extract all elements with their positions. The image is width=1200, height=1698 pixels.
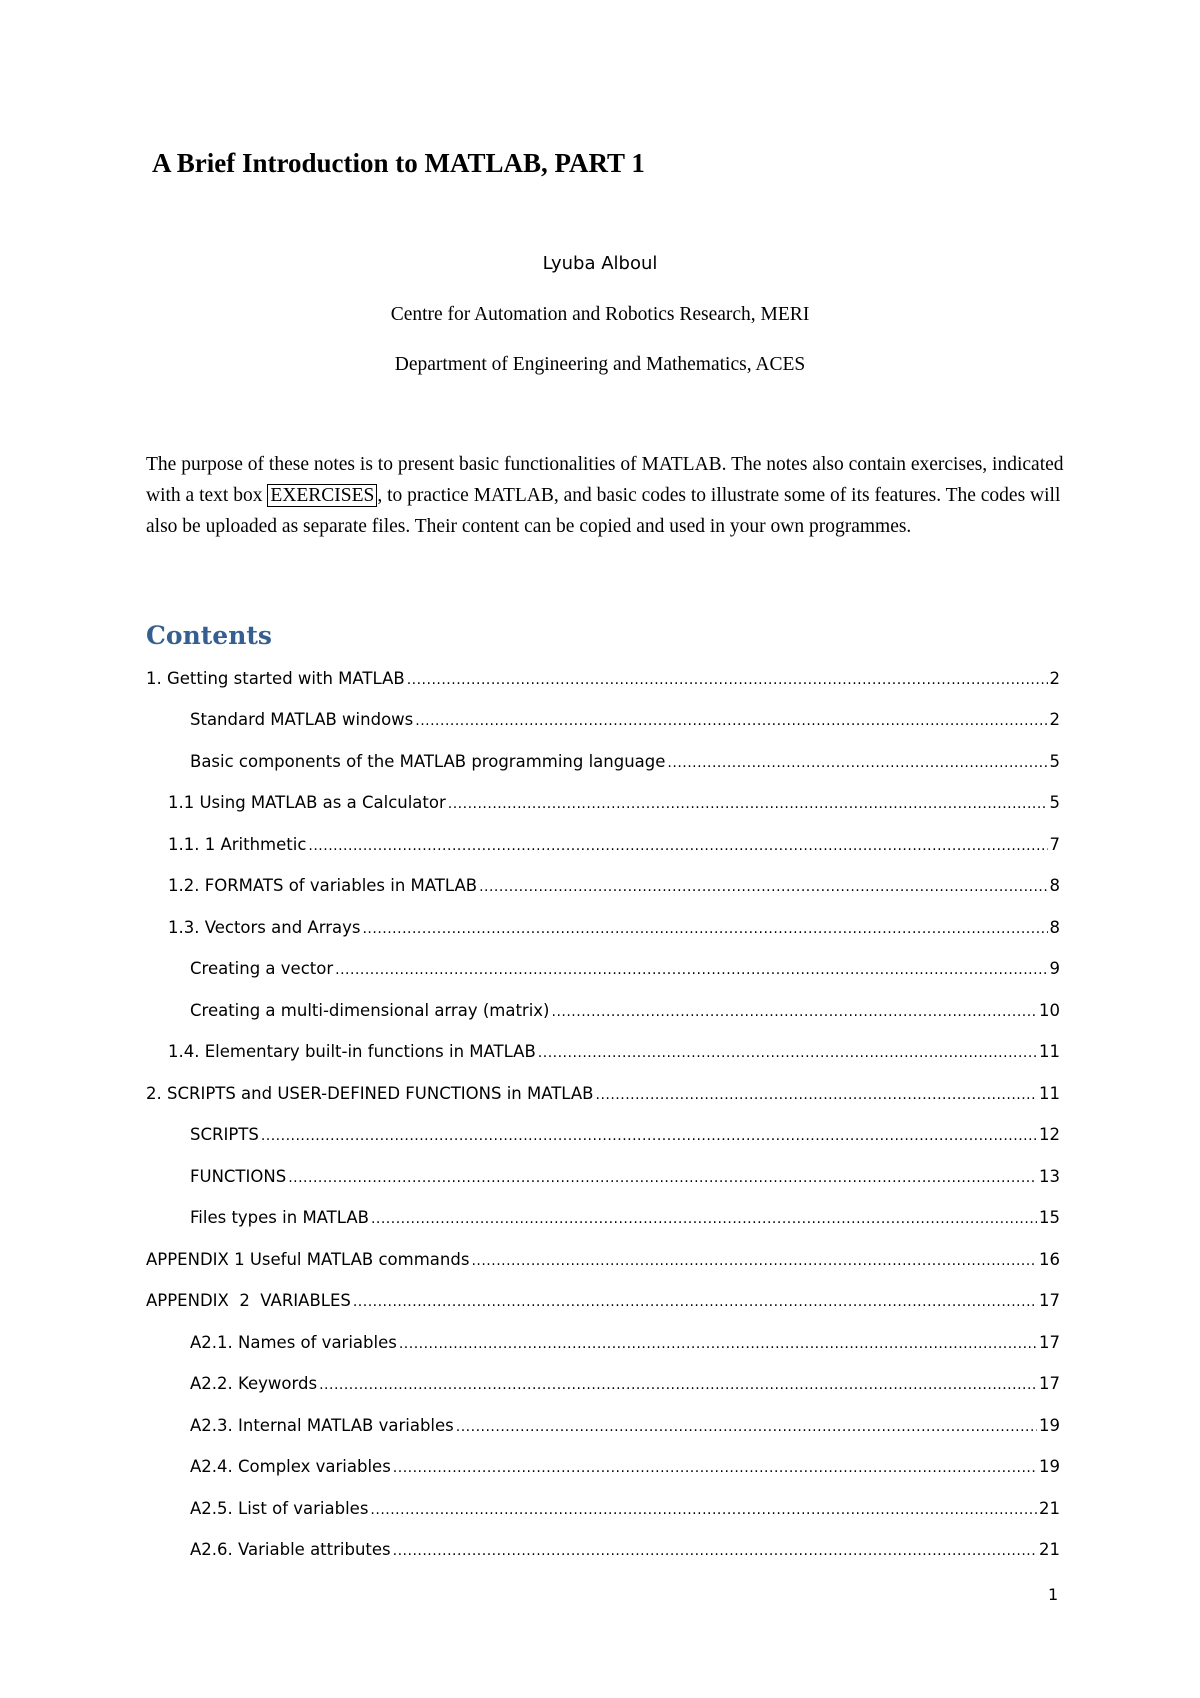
toc-label: 1.2. FORMATS of variables in MATLAB bbox=[168, 876, 478, 895]
toc-entry-variable-attributes[interactable] bbox=[190, 1531, 1060, 1561]
toc-label: A2.5. List of variables bbox=[190, 1499, 369, 1518]
toc-leader bbox=[538, 1043, 1037, 1063]
toc-page-number: 19 bbox=[1039, 1416, 1060, 1435]
toc-entry-internal-variables[interactable] bbox=[190, 1407, 1060, 1437]
toc-label: 1. Getting started with MATLAB bbox=[146, 669, 405, 688]
toc-page-number: 15 bbox=[1039, 1208, 1060, 1227]
exercises-text-box: EXERCISES bbox=[267, 484, 377, 507]
toc-page-number: 11 bbox=[1039, 1084, 1060, 1103]
toc-label: 1.4. Elementary built-in functions in MATLAB bbox=[168, 1042, 536, 1061]
page-number: 1 bbox=[1048, 1585, 1059, 1604]
toc-entry-calculator[interactable] bbox=[168, 784, 1060, 814]
toc-entry-appendix-1[interactable] bbox=[146, 1241, 1060, 1271]
toc-leader bbox=[596, 1085, 1038, 1105]
toc-page-number: 17 bbox=[1039, 1291, 1060, 1310]
toc-entry-arithmetic[interactable] bbox=[168, 826, 1060, 856]
toc-entry-formats[interactable] bbox=[168, 867, 1060, 897]
toc-leader bbox=[308, 836, 1047, 856]
abstract-text-1: The purpose of these notes is to present basic functionalities of MATLAB. The notes also contain exercises, indicated with a text box bbox=[146, 454, 1064, 506]
toc-entry-functions[interactable] bbox=[190, 1158, 1060, 1188]
toc-page-number: 21 bbox=[1039, 1540, 1060, 1559]
toc-page-number: 2 bbox=[1049, 669, 1060, 688]
toc-leader bbox=[370, 1500, 1037, 1520]
toc-leader bbox=[479, 877, 1047, 897]
toc-page-number: 8 bbox=[1049, 876, 1060, 895]
toc-entry-list-of-variables[interactable] bbox=[190, 1490, 1060, 1520]
toc-page-number: 5 bbox=[1049, 793, 1060, 812]
toc-leader bbox=[371, 1209, 1037, 1229]
toc-page-number: 13 bbox=[1039, 1167, 1060, 1186]
toc-label: A2.4. Complex variables bbox=[190, 1457, 391, 1476]
toc-leader bbox=[362, 919, 1047, 939]
toc-page-number: 10 bbox=[1039, 1001, 1060, 1020]
toc-page-number: 2 bbox=[1049, 710, 1060, 729]
toc-leader bbox=[393, 1541, 1037, 1561]
toc-entry-creating-vector[interactable] bbox=[190, 950, 1060, 980]
toc-entry-creating-matrix[interactable] bbox=[190, 992, 1060, 1022]
toc-entry-vectors-arrays[interactable] bbox=[168, 909, 1060, 939]
toc-leader bbox=[667, 753, 1047, 773]
toc-leader bbox=[288, 1168, 1037, 1188]
toc-label: Creating a multi-dimensional array (matrix) bbox=[190, 1001, 550, 1020]
toc-page-number: 5 bbox=[1049, 752, 1060, 771]
toc-label: 1.1. 1 Arithmetic bbox=[168, 835, 307, 854]
toc-entry-appendix-2[interactable] bbox=[146, 1282, 1060, 1312]
toc-entry-keywords[interactable] bbox=[190, 1365, 1060, 1395]
document-title: A Brief Introduction to MATLAB, PART 1 bbox=[152, 148, 645, 178]
toc-leader bbox=[393, 1458, 1037, 1478]
toc-entry-scripts[interactable] bbox=[190, 1116, 1060, 1146]
toc-page-number: 19 bbox=[1039, 1457, 1060, 1476]
toc-entry-file-types[interactable] bbox=[190, 1199, 1060, 1229]
toc-label: APPENDIX 1 Useful MATLAB commands bbox=[146, 1250, 470, 1269]
toc-page-number: 8 bbox=[1049, 918, 1060, 937]
contents-heading: Contents bbox=[146, 621, 273, 650]
toc-leader bbox=[415, 711, 1047, 731]
toc-leader bbox=[448, 794, 1048, 814]
toc-entry-complex-variables[interactable] bbox=[190, 1448, 1060, 1478]
toc-page-number: 11 bbox=[1039, 1042, 1060, 1061]
toc-label: APPENDIX 2 VARIABLES bbox=[146, 1291, 351, 1310]
toc-label: A2.1. Names of variables bbox=[190, 1333, 397, 1352]
toc-entry-standard-windows[interactable] bbox=[190, 701, 1060, 731]
toc-entry-built-in-functions[interactable] bbox=[168, 1033, 1060, 1063]
toc-leader bbox=[319, 1375, 1037, 1395]
author-name: Lyuba Alboul bbox=[542, 253, 658, 274]
toc-entry-names-of-variables[interactable] bbox=[190, 1324, 1060, 1354]
toc-page-number: 9 bbox=[1049, 959, 1060, 978]
toc-label: A2.6. Variable attributes bbox=[190, 1540, 391, 1559]
toc-entry-scripts-functions[interactable] bbox=[146, 1075, 1060, 1105]
toc-leader bbox=[407, 670, 1048, 690]
toc-page-number: 17 bbox=[1039, 1374, 1060, 1393]
toc-page-number: 12 bbox=[1039, 1125, 1060, 1144]
toc-label: SCRIPTS bbox=[190, 1125, 259, 1144]
toc-label: Creating a vector bbox=[190, 959, 334, 978]
affiliation-1: Centre for Automation and Robotics Research, MERI bbox=[390, 304, 810, 325]
toc-leader bbox=[471, 1251, 1037, 1271]
abstract-paragraph bbox=[146, 449, 1066, 542]
toc-label: A2.3. Internal MATLAB variables bbox=[190, 1416, 454, 1435]
toc-page-number: 16 bbox=[1039, 1250, 1060, 1269]
toc-label: 2. SCRIPTS and USER-DEFINED FUNCTIONS in MATLAB bbox=[146, 1084, 594, 1103]
toc-leader bbox=[399, 1334, 1037, 1354]
toc-label: A2.2. Keywords bbox=[190, 1374, 318, 1393]
toc-label: Basic components of the MATLAB programming language bbox=[190, 752, 666, 771]
abstract-text-2: , to practice MATLAB, and basic codes to illustrate some of its features. The codes will also be uploaded as separate files. Their content can be copied and used in your own programmes. bbox=[146, 485, 1061, 537]
toc-label: Files types in MATLAB bbox=[190, 1208, 369, 1227]
toc-leader bbox=[335, 960, 1047, 980]
affiliation-2: Department of Engineering and Mathematics, ACES bbox=[394, 354, 806, 375]
toc-page-number: 7 bbox=[1049, 835, 1060, 854]
toc-label: 1.3. Vectors and Arrays bbox=[168, 918, 361, 937]
toc-leader bbox=[261, 1126, 1037, 1146]
toc-leader bbox=[552, 1002, 1038, 1022]
toc-page-number: 17 bbox=[1039, 1333, 1060, 1352]
toc-label: Standard MATLAB windows bbox=[190, 710, 414, 729]
toc-leader bbox=[456, 1417, 1037, 1437]
toc-label: 1.1 Using MATLAB as a Calculator bbox=[168, 793, 446, 812]
toc-page-number: 21 bbox=[1039, 1499, 1060, 1518]
toc-entry-basic-components[interactable] bbox=[190, 743, 1060, 773]
toc-entry-getting-started[interactable] bbox=[146, 660, 1060, 690]
toc-label: FUNCTIONS bbox=[190, 1167, 287, 1186]
toc-leader bbox=[353, 1292, 1037, 1312]
